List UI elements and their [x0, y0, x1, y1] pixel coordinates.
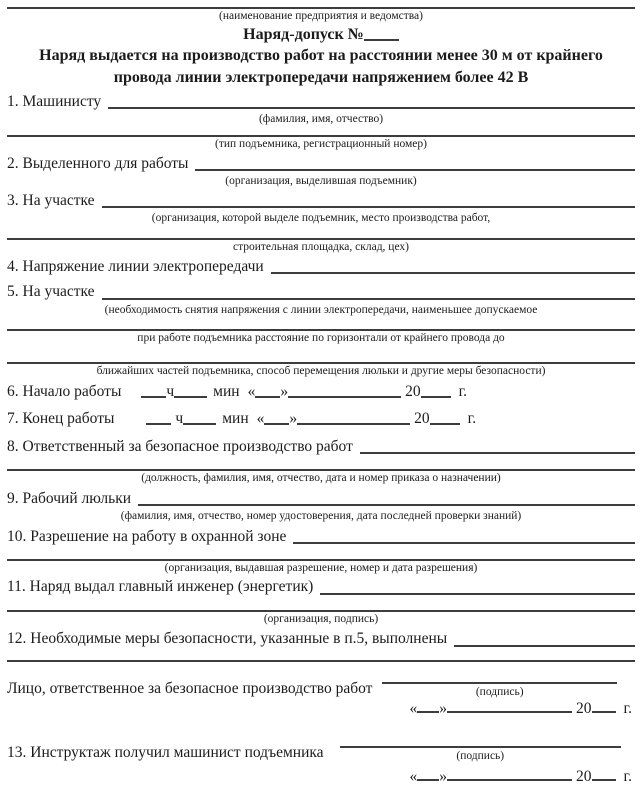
responsible-person-signature-area [382, 667, 617, 699]
safety-measures-blank [454, 645, 635, 647]
permit-number-blank [364, 29, 399, 41]
responsible-blank [360, 452, 635, 454]
field-work-start-row [7, 382, 635, 402]
document-subtitle-line2: провода линии электропередачи напряжением более 42 В [113, 68, 529, 86]
hour-unit-label: ч [166, 382, 175, 400]
field-safety-measures-row [7, 629, 635, 649]
field-briefing-row [7, 731, 635, 763]
field-zone-permit-row [7, 527, 635, 547]
work-start-label: 6. Начало работы [7, 382, 122, 400]
date-row-1 [7, 699, 635, 719]
site-caption-1: (организация, которой выделе подъемник, место производства работ, [151, 212, 491, 225]
issued-by-label: 11. Наряд выдал главный инженер (энергетик) [7, 578, 314, 596]
field-work-end-row [7, 409, 635, 429]
work-end-month-blank [297, 413, 410, 425]
date-row-2 [7, 767, 635, 787]
close-quote: » [439, 767, 448, 785]
date-1-month-blank [447, 701, 572, 713]
document-subtitle-line1: Наряд выдается на производство работ на расстоянии менее 30 м от крайнего [39, 47, 603, 65]
document-title [7, 24, 635, 45]
zone-permit-caption: (организация, выдавшая разрешение, номер и дата разрешения) [164, 561, 478, 574]
site-label: 3. На участке [7, 191, 95, 209]
date-2-day-blank [417, 769, 439, 781]
century-label: 20 [576, 767, 592, 785]
section-label: 5. На участке [7, 283, 95, 301]
work-start-month-blank [288, 386, 401, 398]
date-2-month-blank [447, 769, 572, 781]
machinist-caption: (фамилия, имя, отчество) [258, 113, 384, 126]
field-voltage-row [7, 257, 635, 277]
date-1-year-blank [592, 701, 616, 713]
section-caption-2: при работе подъемника расстояние по горизонтали от крайнего провода до [137, 332, 505, 345]
open-quote: « [409, 767, 418, 785]
work-start-minute-blank [174, 386, 207, 398]
assigned-label: 2. Выделенного для работы [7, 154, 189, 172]
minute-unit-label: мин [222, 410, 249, 428]
machinist-label: 1. Машинисту [7, 92, 102, 110]
field-basket-worker-row [7, 489, 635, 509]
signature-caption: (подпись) [475, 685, 524, 698]
signature-caption: (подпись) [456, 750, 505, 763]
field-machinist-row [7, 92, 635, 112]
close-quote: » [280, 382, 289, 400]
zone-permit-label: 10. Разрешение на работу в охранной зоне [7, 527, 287, 545]
field-site-row [7, 191, 635, 211]
section-caption-3: ближайших частей подъемника, способ перемещения люльки и другие меры безопасности) [96, 364, 546, 377]
close-quote: » [289, 410, 298, 428]
open-quote: « [409, 700, 418, 718]
year-suffix-label: г. [467, 410, 477, 428]
basket-worker-label: 9. Рабочий люльки [7, 489, 132, 507]
zone-permit-blank [293, 542, 635, 544]
briefing-signature-area [340, 731, 621, 763]
section-caption-1: (необходимость снятия напряжения с линии электропередачи, наименьшее допускаемое [104, 303, 538, 316]
responsible-person-label: Лицо, ответственное за безопасное производство работ [7, 679, 373, 697]
work-end-minute-blank [183, 413, 216, 425]
work-end-hour-blank [146, 413, 171, 425]
close-quote: » [439, 700, 448, 718]
open-quote: « [256, 410, 265, 428]
issued-by-caption: (организация, подпись) [263, 612, 379, 625]
year-suffix-label: г. [623, 767, 632, 785]
date-1-day-blank [417, 701, 439, 713]
century-label: 20 [405, 382, 421, 400]
briefing-label: 13. Инструктаж получил машинист подъемника [7, 744, 324, 762]
document-title-text: Наряд-допуск № [243, 26, 364, 44]
basket-worker-caption: (фамилия, имя, отчество, номер удостоверения, дата последней проверки знаний) [120, 510, 522, 523]
document-page [0, 7, 642, 787]
responsible-person-signature-blank [382, 667, 617, 684]
voltage-label: 4. Напряжение линии электропередачи [7, 257, 264, 275]
field-issued-by-row [7, 577, 635, 597]
assigned-caption: (организация, выделившая подъемник) [225, 175, 417, 188]
responsible-label: 8. Ответственный за безопасное производство работ [7, 437, 353, 455]
century-label: 20 [414, 410, 430, 428]
assigned-org-blank [195, 169, 635, 171]
voltage-blank [271, 272, 635, 274]
machinist-name-blank [108, 107, 635, 109]
issued-by-blank [320, 593, 635, 595]
minute-unit-label: мин [213, 382, 240, 400]
work-start-year-blank [421, 386, 451, 398]
work-end-day-blank [264, 413, 289, 425]
work-end-label: 7. Конец работы [7, 410, 115, 428]
briefing-signature-blank [340, 731, 621, 748]
basket-worker-blank [138, 504, 635, 506]
work-start-hour-blank [141, 386, 166, 398]
hour-unit-label: ч [175, 410, 184, 428]
lift-type-caption: (тип подъемника, регистрационный номер) [215, 137, 427, 150]
year-suffix-label: г. [458, 382, 468, 400]
section-blank [102, 298, 635, 300]
responsible-caption: (должность, фамилия, имя, отчество, дата и номер приказа о назначении) [141, 472, 501, 485]
century-label: 20 [576, 700, 592, 718]
year-suffix-label: г. [623, 700, 632, 718]
safety-measures-blank-line-2 [7, 660, 635, 662]
work-end-year-blank [430, 413, 460, 425]
safety-measures-label: 12. Необходимые меры безопасности, указанные в п.5, выполнены [7, 630, 448, 648]
site-blank [102, 206, 635, 208]
site-caption-2: строительная площадка, склад, цех) [232, 240, 409, 253]
field-section-row [7, 282, 635, 302]
date-2-year-blank [592, 769, 616, 781]
responsible-person-row [7, 667, 635, 699]
field-assigned-row [7, 154, 635, 174]
work-start-day-blank [255, 386, 280, 398]
company-name-caption: (наименование предприятия и ведомства) [219, 10, 423, 22]
open-quote: « [247, 382, 256, 400]
field-responsible-row [7, 437, 635, 457]
